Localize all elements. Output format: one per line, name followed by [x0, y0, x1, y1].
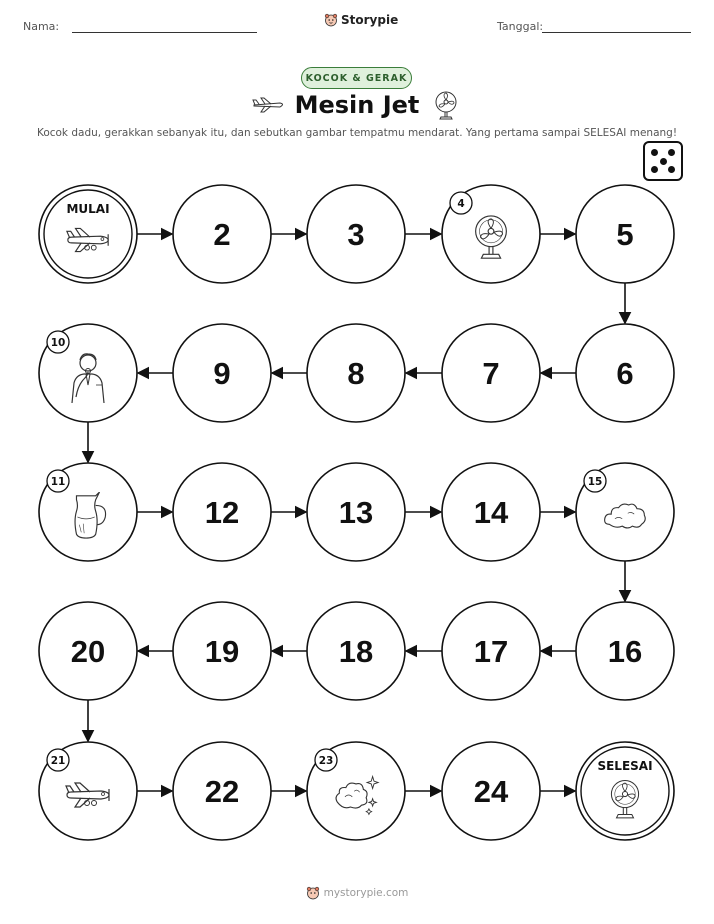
storypie-mascot-icon: [306, 886, 320, 900]
board-space: [173, 185, 271, 283]
space-number: 16: [607, 634, 643, 669]
page-title: Mesin Jet: [294, 91, 420, 119]
space-number: 18: [338, 634, 374, 669]
space-number: 10: [50, 337, 66, 349]
space-number: 4: [457, 198, 465, 210]
finish-space: [576, 742, 674, 840]
space-number: 11: [50, 476, 66, 488]
board-space: [307, 185, 405, 283]
board-space: [39, 742, 137, 840]
board-space: [39, 463, 137, 561]
space-number: 8: [347, 356, 365, 391]
board-space: [442, 742, 540, 840]
board-space: [39, 602, 137, 700]
space-number: 9: [213, 356, 231, 391]
board-space: [576, 602, 674, 700]
board-space: [39, 324, 137, 422]
board-space: [442, 463, 540, 561]
start-label: MULAI: [66, 202, 110, 216]
board-space: [173, 463, 271, 561]
space-number: 14: [473, 495, 509, 530]
start-space: [39, 185, 137, 283]
date-label: Tanggal:: [497, 20, 544, 33]
finish-label: SELESAI: [597, 759, 653, 773]
board-space: [442, 185, 540, 283]
board-space: [307, 602, 405, 700]
board-space: [307, 463, 405, 561]
instructions: Kocok dadu, gerakkan sebanyak itu, dan sebutkan gambar tempatmu mendarat. Yang pertama sampai SELESAI menang!: [36, 127, 678, 139]
space-number: 23: [318, 755, 334, 767]
board-space: [576, 463, 674, 561]
space-number: 6: [616, 356, 634, 391]
space-number: 3: [347, 217, 365, 252]
board-space: [173, 324, 271, 422]
space-number: 24: [473, 774, 509, 809]
board-space: [442, 324, 540, 422]
space-number: 20: [70, 634, 106, 669]
space-number: 5: [616, 217, 634, 252]
activity-badge: KOCOK & GERAK: [301, 67, 412, 89]
board-space: [307, 742, 405, 840]
footer: [0, 886, 714, 900]
board-space: [173, 602, 271, 700]
board-space: [442, 602, 540, 700]
space-number: 19: [204, 634, 240, 669]
board-space: [173, 742, 271, 840]
space-number: 22: [204, 774, 240, 809]
board-space: [307, 324, 405, 422]
space-number: 13: [338, 495, 374, 530]
space-number: 21: [50, 755, 66, 767]
brand-name: Storypie: [341, 13, 399, 27]
board-space: [576, 185, 674, 283]
board-space: [576, 324, 674, 422]
space-number: 7: [482, 356, 500, 391]
name-label: Nama:: [23, 20, 60, 33]
space-number: 15: [587, 476, 603, 488]
space-number: 12: [204, 495, 240, 530]
space-number: 17: [473, 634, 509, 669]
space-number: 2: [213, 217, 231, 252]
footer-site: mystorypie.com: [323, 887, 409, 899]
